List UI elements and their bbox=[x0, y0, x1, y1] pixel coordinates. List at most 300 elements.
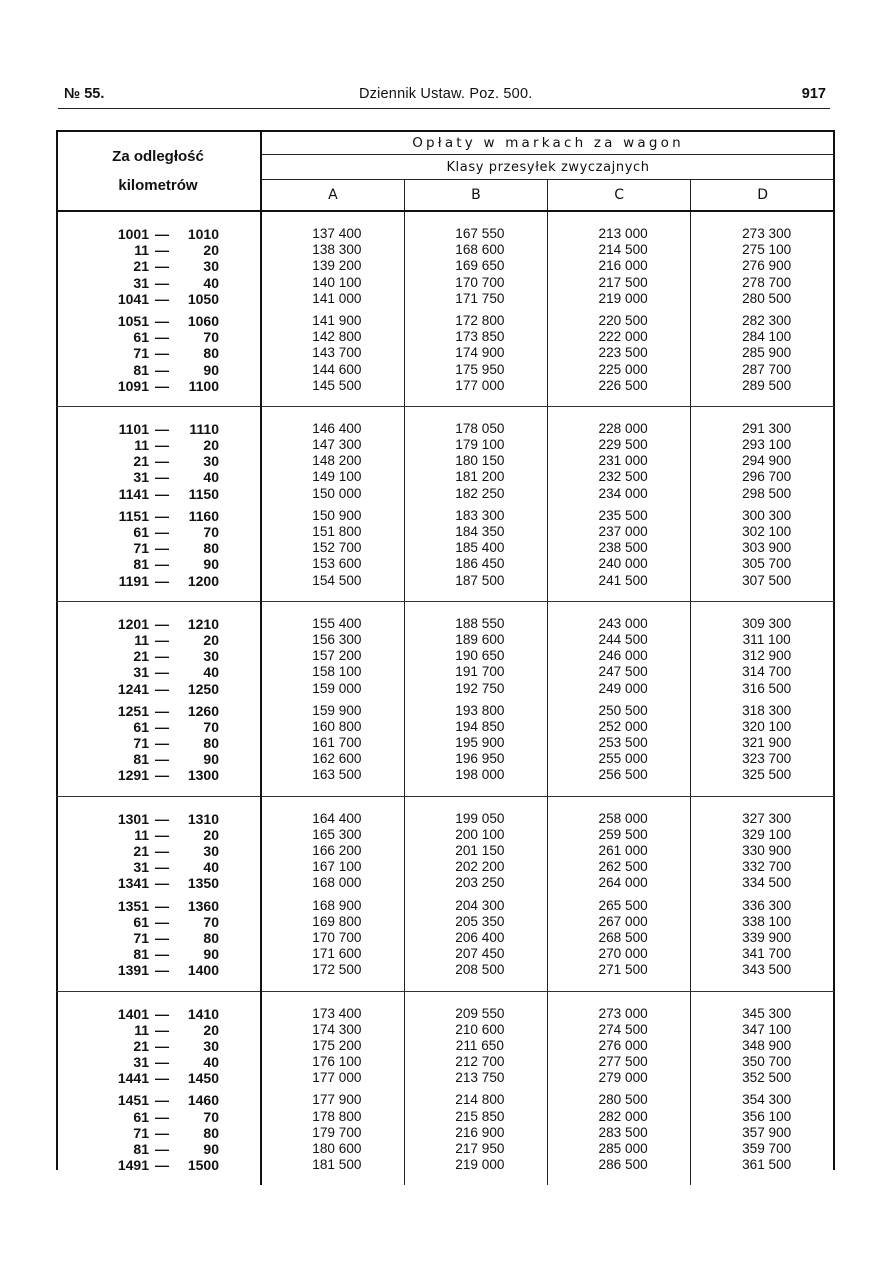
fee-value: 268 500 bbox=[598, 929, 648, 945]
distance-range bbox=[56, 914, 260, 930]
distance-range bbox=[56, 226, 260, 242]
distance-to: 30 bbox=[203, 453, 219, 470]
distance-from: 1191 bbox=[118, 572, 149, 589]
fee-value: 178 050 bbox=[455, 420, 505, 436]
fee-value: 348 900 bbox=[742, 1037, 792, 1053]
distance-from: 31 bbox=[133, 664, 149, 681]
fee-value: 222 000 bbox=[598, 329, 648, 345]
fee-value: 316 500 bbox=[742, 680, 792, 696]
fee-value: 309 300 bbox=[742, 615, 792, 631]
fee-value: 234 000 bbox=[598, 485, 648, 501]
distance-range bbox=[56, 1157, 260, 1173]
distance-range bbox=[56, 378, 260, 394]
fee-value: 250 500 bbox=[598, 702, 648, 718]
distance-range bbox=[56, 524, 260, 540]
fee-value: 148 200 bbox=[312, 453, 362, 469]
fee-value: 145 500 bbox=[312, 377, 362, 393]
fee-value: 198 000 bbox=[455, 767, 505, 783]
distance-range bbox=[56, 875, 260, 891]
fee-value: 186 450 bbox=[455, 556, 505, 572]
fee-value: 151 800 bbox=[312, 524, 362, 539]
fee-value: 332 700 bbox=[742, 859, 792, 875]
range-dash: — bbox=[155, 897, 169, 914]
fee-value: 171 750 bbox=[455, 290, 505, 306]
fee-value: 168 900 bbox=[312, 897, 362, 913]
range-dash: — bbox=[155, 962, 169, 979]
distance-from: 61 bbox=[133, 1108, 149, 1125]
distance-from: 11 bbox=[134, 242, 149, 259]
distance-range bbox=[56, 1109, 260, 1125]
distance-from: 11 bbox=[134, 1021, 149, 1038]
distance-from: 1101 bbox=[118, 420, 149, 437]
distance-header bbox=[56, 131, 261, 210]
class-c-cell bbox=[548, 211, 691, 406]
fee-value: 169 650 bbox=[455, 258, 505, 274]
distance-range bbox=[56, 767, 260, 783]
class-d-cell bbox=[691, 601, 834, 796]
fee-value: 152 700 bbox=[312, 540, 362, 556]
distance-from: 1241 bbox=[117, 680, 149, 697]
fee-value: 219 000 bbox=[455, 1157, 505, 1173]
fee-value: 143 700 bbox=[312, 345, 362, 361]
distance-range bbox=[56, 453, 260, 469]
distance-from: 21 bbox=[133, 258, 149, 275]
fee-value: 334 500 bbox=[742, 875, 792, 891]
range-dash: — bbox=[155, 540, 169, 557]
distance-cell bbox=[56, 991, 261, 1185]
distance-from: 21 bbox=[133, 648, 149, 665]
range-dash: — bbox=[155, 751, 169, 768]
fee-value: 285 000 bbox=[598, 1141, 648, 1156]
distance-from: 31 bbox=[133, 469, 149, 486]
distance-cell bbox=[56, 406, 261, 601]
range-dash: — bbox=[155, 1124, 169, 1141]
fee-value: 244 500 bbox=[598, 631, 648, 647]
fee-value: 203 250 bbox=[455, 875, 505, 891]
fee-value: 165 300 bbox=[312, 826, 362, 842]
distance-to: 80 bbox=[203, 929, 219, 946]
fee-value: 164 400 bbox=[312, 810, 362, 826]
fee-value: 137 400 bbox=[312, 226, 362, 241]
distance-from: 31 bbox=[133, 274, 149, 291]
fee-value: 158 100 bbox=[312, 664, 362, 680]
distance-from: 21 bbox=[133, 453, 149, 470]
range-dash: — bbox=[155, 329, 169, 346]
fee-value: 283 500 bbox=[598, 1124, 648, 1140]
distance-range bbox=[56, 508, 260, 524]
page-number: 917 bbox=[801, 86, 826, 102]
distance-from: 1341 bbox=[117, 875, 149, 892]
distance-range bbox=[56, 329, 260, 345]
class-d-cell bbox=[691, 211, 834, 406]
distance-range bbox=[56, 632, 260, 648]
fee-value: 345 300 bbox=[742, 1005, 792, 1021]
distance-range bbox=[56, 703, 260, 719]
tariff-table bbox=[56, 130, 834, 1185]
range-dash: — bbox=[155, 1157, 169, 1174]
class-d-cell bbox=[691, 796, 834, 991]
distance-from: 81 bbox=[133, 361, 149, 378]
distance-range bbox=[56, 1141, 260, 1157]
fee-value: 202 200 bbox=[455, 859, 505, 875]
range-dash: — bbox=[155, 258, 169, 275]
distance-to: 1500 bbox=[187, 1157, 219, 1174]
distance-to: 70 bbox=[203, 718, 219, 735]
distance-to: 20 bbox=[203, 1021, 219, 1038]
range-dash: — bbox=[155, 1021, 169, 1038]
fee-value: 138 300 bbox=[312, 242, 362, 258]
distance-cell bbox=[56, 601, 261, 796]
fee-value: 330 900 bbox=[742, 843, 792, 858]
distance-from: 71 bbox=[133, 735, 149, 752]
distance-to: 80 bbox=[203, 540, 219, 557]
fee-value: 249 000 bbox=[598, 680, 648, 696]
fee-value: 252 000 bbox=[598, 718, 648, 734]
distance-range bbox=[56, 258, 260, 274]
fee-value: 255 000 bbox=[598, 751, 648, 767]
fee-value: 265 500 bbox=[598, 897, 648, 913]
fee-value: 176 100 bbox=[312, 1054, 362, 1070]
fee-value: 278 700 bbox=[742, 274, 792, 290]
distance-to: 90 bbox=[203, 361, 219, 378]
distance-to: 40 bbox=[203, 274, 219, 291]
fee-value: 157 200 bbox=[312, 648, 362, 664]
distance-range bbox=[56, 719, 260, 735]
fee-value: 256 500 bbox=[598, 767, 648, 783]
distance-range bbox=[56, 469, 260, 485]
range-dash: — bbox=[155, 735, 169, 752]
fee-value: 174 300 bbox=[312, 1021, 362, 1037]
fee-value: 241 500 bbox=[598, 572, 648, 588]
class-c-cell bbox=[548, 406, 691, 601]
fee-value: 302 100 bbox=[742, 524, 792, 539]
distance-from: 71 bbox=[133, 1124, 149, 1141]
distance-from: 1301 bbox=[117, 810, 149, 827]
fee-value: 180 150 bbox=[455, 453, 505, 469]
distance-to: 70 bbox=[203, 1108, 219, 1125]
distance-to: 20 bbox=[203, 437, 219, 454]
distance-to: 1310 bbox=[187, 810, 219, 827]
distance-from: 1201 bbox=[117, 615, 149, 632]
range-dash: — bbox=[155, 420, 169, 437]
distance-to: 1100 bbox=[188, 377, 219, 394]
range-dash: — bbox=[155, 345, 169, 362]
fee-value: 177 000 bbox=[312, 1070, 362, 1086]
distance-from: 61 bbox=[133, 329, 149, 346]
range-dash: — bbox=[155, 875, 169, 892]
fee-value: 276 000 bbox=[598, 1037, 648, 1053]
fee-value: 359 700 bbox=[742, 1141, 792, 1156]
class-a-cell bbox=[261, 796, 404, 991]
distance-to: 1050 bbox=[187, 290, 219, 307]
distance-from: 71 bbox=[133, 345, 149, 362]
range-dash: — bbox=[155, 648, 169, 665]
fee-value: 214 800 bbox=[455, 1092, 505, 1108]
distance-to: 80 bbox=[203, 345, 219, 362]
range-dash: — bbox=[155, 1005, 169, 1022]
class-c-cell bbox=[548, 601, 691, 796]
distance-from: 31 bbox=[133, 859, 149, 876]
range-dash: — bbox=[155, 826, 169, 843]
fee-value: 173 400 bbox=[312, 1005, 362, 1021]
fee-value: 200 100 bbox=[455, 826, 505, 842]
fee-value: 156 300 bbox=[312, 631, 362, 647]
fee-value: 144 600 bbox=[312, 361, 362, 377]
fee-value: 216 000 bbox=[598, 258, 648, 274]
range-dash: — bbox=[155, 767, 169, 784]
fee-value: 169 800 bbox=[312, 913, 362, 929]
fee-value: 280 500 bbox=[598, 1092, 648, 1108]
distance-to: 30 bbox=[203, 1037, 219, 1054]
distance-to: 20 bbox=[203, 826, 219, 843]
fee-value: 217 500 bbox=[598, 274, 648, 290]
distance-from: 1001 bbox=[117, 226, 149, 242]
fee-value: 305 700 bbox=[742, 556, 792, 572]
class-d-cell bbox=[691, 406, 834, 601]
fee-value: 275 100 bbox=[742, 242, 792, 258]
fee-value: 303 900 bbox=[742, 540, 792, 556]
distance-to: 1350 bbox=[187, 875, 219, 892]
fee-value: 199 050 bbox=[455, 810, 505, 826]
distance-to: 1160 bbox=[188, 507, 219, 524]
fee-value: 182 250 bbox=[455, 485, 505, 501]
page-header bbox=[64, 86, 826, 106]
fee-value: 168 600 bbox=[455, 242, 505, 258]
fee-value: 282 000 bbox=[598, 1108, 648, 1124]
distance-to: 20 bbox=[203, 631, 219, 648]
fee-value: 204 300 bbox=[455, 897, 505, 913]
distance-to: 1010 bbox=[187, 226, 219, 242]
distance-from: 1441 bbox=[117, 1070, 149, 1087]
fee-value: 210 600 bbox=[455, 1021, 505, 1037]
range-dash: — bbox=[155, 702, 169, 719]
fee-value: 277 500 bbox=[598, 1054, 648, 1070]
distance-from: 31 bbox=[133, 1054, 149, 1071]
fee-value: 357 900 bbox=[742, 1124, 792, 1140]
fee-value: 312 900 bbox=[742, 648, 792, 664]
class-b-cell bbox=[404, 406, 547, 601]
fee-value: 284 100 bbox=[742, 329, 792, 345]
fee-value: 259 500 bbox=[598, 826, 648, 842]
fee-value: 171 600 bbox=[312, 946, 362, 962]
distance-range bbox=[56, 1054, 260, 1070]
range-dash: — bbox=[155, 843, 169, 859]
fee-value: 285 900 bbox=[742, 345, 792, 361]
fee-value: 282 300 bbox=[742, 312, 792, 328]
distance-range bbox=[56, 556, 260, 572]
distance-range bbox=[56, 291, 260, 307]
fee-value: 215 850 bbox=[455, 1108, 505, 1124]
fee-value: 291 300 bbox=[742, 420, 792, 436]
distance-to: 70 bbox=[203, 329, 219, 346]
fee-value: 235 500 bbox=[598, 507, 648, 523]
distance-to: 1260 bbox=[187, 702, 219, 719]
distance-from: 71 bbox=[133, 929, 149, 946]
distance-from: 1491 bbox=[117, 1157, 149, 1174]
range-dash: — bbox=[155, 274, 169, 291]
distance-to: 1060 bbox=[187, 312, 219, 329]
range-dash: — bbox=[155, 718, 169, 735]
range-dash: — bbox=[155, 507, 169, 524]
distance-to: 30 bbox=[203, 648, 219, 665]
distance-from: 81 bbox=[133, 1141, 149, 1157]
range-dash: — bbox=[155, 242, 169, 259]
distance-range bbox=[56, 242, 260, 258]
table-block bbox=[56, 211, 834, 406]
distance-range bbox=[56, 616, 260, 632]
distance-to: 1450 bbox=[187, 1070, 219, 1087]
class-a-cell bbox=[261, 211, 404, 406]
distance-range bbox=[56, 1038, 260, 1054]
fee-value: 160 800 bbox=[312, 718, 362, 734]
distance-to: 1150 bbox=[188, 485, 219, 502]
fee-value: 161 700 bbox=[312, 735, 362, 751]
fee-value: 195 900 bbox=[455, 735, 505, 751]
distance-to: 1210 bbox=[187, 615, 219, 632]
distance-to: 20 bbox=[203, 242, 219, 259]
distance-range bbox=[56, 751, 260, 767]
distance-range bbox=[56, 1092, 260, 1108]
fee-value: 273 300 bbox=[742, 226, 792, 241]
fee-value: 211 650 bbox=[455, 1037, 504, 1053]
distance-from: 1451 bbox=[117, 1092, 149, 1109]
distance-to: 40 bbox=[203, 1054, 219, 1071]
distance-from: 1091 bbox=[117, 377, 149, 394]
fee-value: 300 300 bbox=[742, 507, 792, 523]
fee-value: 286 500 bbox=[598, 1157, 648, 1173]
range-dash: — bbox=[155, 469, 169, 486]
distance-from: 61 bbox=[133, 524, 149, 540]
fee-value: 201 150 bbox=[455, 843, 505, 858]
fee-value: 240 000 bbox=[598, 556, 648, 572]
fee-value: 181 500 bbox=[312, 1157, 362, 1173]
fee-value: 327 300 bbox=[742, 810, 792, 826]
fee-value: 273 000 bbox=[598, 1005, 648, 1021]
range-dash: — bbox=[155, 1070, 169, 1087]
distance-to: 30 bbox=[203, 258, 219, 275]
distance-range bbox=[56, 898, 260, 914]
distance-to: 1110 bbox=[189, 420, 219, 437]
distance-range bbox=[56, 827, 260, 843]
distance-cell bbox=[56, 211, 261, 406]
distance-range bbox=[56, 648, 260, 664]
distance-range bbox=[56, 1006, 260, 1022]
class-a-cell bbox=[261, 601, 404, 796]
distance-from: 61 bbox=[133, 718, 149, 735]
distance-from: 1141 bbox=[118, 485, 149, 502]
fee-value: 183 300 bbox=[455, 507, 505, 523]
distance-from: 1041 bbox=[117, 290, 149, 307]
fee-value: 279 000 bbox=[598, 1070, 648, 1086]
distance-to: 90 bbox=[203, 556, 219, 573]
fee-value: 258 000 bbox=[598, 810, 648, 826]
distance-from: 1051 bbox=[117, 312, 149, 329]
distance-range bbox=[56, 859, 260, 875]
classes-header: Klasy przesyłek zwyczajnych bbox=[261, 155, 834, 180]
fee-value: 325 500 bbox=[742, 767, 792, 783]
fee-value: 177 000 bbox=[455, 377, 505, 393]
distance-range bbox=[56, 275, 260, 291]
fee-value: 232 500 bbox=[598, 469, 648, 485]
class-d-cell bbox=[691, 991, 834, 1185]
range-dash: — bbox=[155, 946, 169, 963]
distance-to: 90 bbox=[203, 946, 219, 963]
fee-value: 155 400 bbox=[312, 615, 362, 631]
fee-value: 307 500 bbox=[742, 572, 792, 588]
fee-value: 140 100 bbox=[312, 274, 362, 290]
fee-value: 220 500 bbox=[598, 312, 648, 328]
fee-value: 354 300 bbox=[742, 1092, 792, 1108]
fee-value: 228 000 bbox=[598, 420, 648, 436]
fee-value: 170 700 bbox=[455, 274, 505, 290]
fee-value: 150 900 bbox=[312, 507, 362, 523]
fee-value: 191 700 bbox=[455, 664, 505, 680]
fee-value: 175 200 bbox=[312, 1037, 362, 1053]
distance-from: 11 bbox=[134, 631, 149, 648]
range-dash: — bbox=[155, 810, 169, 827]
distance-from: 71 bbox=[133, 540, 149, 557]
issue-number: № 55. bbox=[64, 86, 105, 102]
fee-value: 339 900 bbox=[742, 929, 792, 945]
range-dash: — bbox=[155, 1108, 169, 1125]
fee-value: 271 500 bbox=[598, 962, 648, 978]
fee-value: 293 100 bbox=[742, 437, 792, 453]
fee-value: 206 400 bbox=[455, 929, 505, 945]
fee-value: 336 300 bbox=[742, 897, 792, 913]
fee-value: 181 200 bbox=[455, 469, 505, 485]
fee-value: 361 500 bbox=[742, 1157, 792, 1173]
fee-value: 141 000 bbox=[312, 290, 362, 306]
fee-value: 231 000 bbox=[598, 453, 648, 469]
distance-from: 1401 bbox=[117, 1005, 149, 1022]
fee-value: 168 000 bbox=[312, 875, 362, 891]
distance-to: 40 bbox=[203, 859, 219, 876]
fee-value: 179 700 bbox=[312, 1124, 362, 1140]
fee-value: 219 000 bbox=[598, 290, 648, 306]
distance-to: 90 bbox=[203, 1141, 219, 1157]
fee-value: 267 000 bbox=[598, 913, 648, 929]
class-a-cell bbox=[261, 406, 404, 601]
distance-to: 1400 bbox=[187, 962, 219, 979]
distance-range bbox=[56, 1070, 260, 1086]
fee-value: 276 900 bbox=[742, 258, 792, 274]
distance-to: 1250 bbox=[187, 680, 219, 697]
fee-value: 321 900 bbox=[742, 735, 792, 751]
fee-value: 341 700 bbox=[742, 946, 792, 962]
fee-value: 229 500 bbox=[598, 437, 648, 453]
distance-range bbox=[56, 664, 260, 680]
fee-value: 226 500 bbox=[598, 377, 648, 393]
fee-value: 298 500 bbox=[742, 485, 792, 501]
distance-header-line-2: kilometrów bbox=[118, 177, 198, 194]
fee-value: 189 600 bbox=[455, 631, 505, 647]
distance-range bbox=[56, 735, 260, 751]
class-d-header: D bbox=[757, 187, 769, 203]
class-a-header: A bbox=[261, 180, 404, 211]
fee-value: 179 100 bbox=[455, 437, 505, 453]
fee-value: 323 700 bbox=[742, 751, 792, 767]
fee-value: 146 400 bbox=[312, 420, 362, 436]
fee-value: 296 700 bbox=[742, 469, 792, 485]
fee-value: 237 000 bbox=[598, 524, 648, 539]
range-dash: — bbox=[155, 572, 169, 589]
distance-range bbox=[56, 962, 260, 978]
range-dash: — bbox=[155, 524, 169, 540]
distance-from: 11 bbox=[134, 826, 149, 843]
distance-from: 61 bbox=[133, 913, 149, 930]
class-c-header: C bbox=[548, 180, 691, 211]
fee-value: 329 100 bbox=[742, 826, 792, 842]
